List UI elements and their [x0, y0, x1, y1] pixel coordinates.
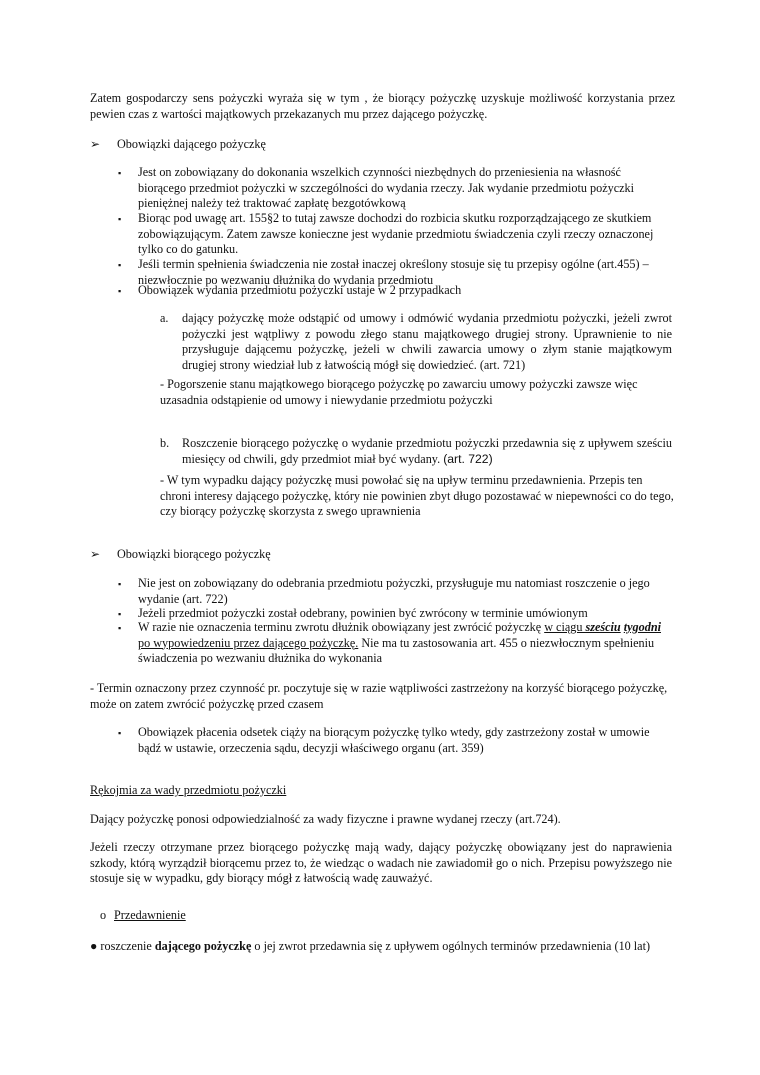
underlined-text: w ciągu [544, 620, 586, 634]
list-item-text: Obowiązek wydania przedmiotu pożyczki ustaje w 2 przypadkach [138, 283, 462, 297]
paragraph: Dający pożyczkę ponosi odpowiedzialność za wady fizyczne i prawne wydanej rzeczy (art.724). [90, 812, 561, 826]
square-bullet-icon: ▪ [118, 728, 122, 738]
square-bullet-icon: ▪ [118, 260, 122, 270]
note-paragraph: - W tym wypadku dający pożyczkę musi powołać się na upływ terminu przedawnienia. Przepis ten chroni interesy dającego pożyczkę, który nie powinien zbyt długo pozostawać w niepewności co do tego, czy biorący pożyczkę skorzysta z swego uprawnienia [160, 473, 674, 518]
article-reference: (art. 722) [443, 451, 493, 466]
square-bullet-icon: ▪ [118, 623, 122, 633]
paragraph-limitation [90, 939, 670, 955]
square-bullet-icon: ▪ [118, 579, 122, 589]
sub-item-marker: b. [160, 436, 170, 450]
list-item-text-part: W razie nie oznaczenia terminu zwrotu dłużnik obowiązany jest zwrócić pożyczkę [138, 620, 545, 634]
square-bullet-icon: ▪ [118, 168, 122, 178]
emphasized-text: tygodni [623, 620, 661, 634]
square-bullet-icon: ▪ [118, 286, 122, 296]
list-item-text: Biorąc pod uwagę art. 155§2 to tutaj zawsze dochodzi do rozbicia skutku rozporządzającego ze skutkiem zobowiązującym. Zatem zawsze konieczne jest wydanie przedmiotu świadczenia czyli rzeczy oznaczonej tylko co do gatunku. [138, 211, 654, 256]
section-heading-text: Obowiązki dającego pożyczkę [117, 137, 266, 151]
emphasized-text: sześciu [585, 620, 621, 634]
sub-item-b-text: Roszczenie biorącego pożyczkę o wydanie przedmiotu pożyczki przedawnia się z upływem sześciu miesięcy od chwili, gdy przedmiot miał być wydany. [182, 436, 672, 466]
section-title-warranty: Rękojmia za wady przedmiotu pożyczki [90, 783, 287, 797]
arrow-bullet-icon: ➢ [90, 547, 101, 561]
underlined-text: po wypowiedzeniu przez dającego pożyczkę. [138, 635, 359, 650]
paragraph-text-part: o jej zwrot przedawnia się z upływem ogólnych terminów przedawnienia (10 lat) [251, 939, 651, 953]
paragraph: Jeżeli rzeczy otrzymane przez biorącego pożyczkę mają wady, dający pożyczkę obowiązany jest do naprawienia szkody, którą wyrządził biorącemu przez to, że wiedząc o wadach nie zawiadomił go o nich. Przepisu powyższego nie stosuje się w wypadku, gdy biorący mógł z łatwością wadę zauważyć. [90, 840, 672, 885]
section-heading-text: Przedawnienie [114, 908, 186, 922]
list-item-text: Jest on zobowiązany do dokonania wszelkich czynności niezbędnych do przeniesienia na własność biorącego przedmiot pożyczki w szczególności do wydania rzeczy. Jak wydanie przedmiotu pożyczki pieniężnej należy też traktować zapłatę bezgotówkową [138, 165, 634, 210]
list-item-text: Nie jest on zobowiązany do odebrania przedmiotu pożyczki, przysługuje mu natomiast roszczenie o jego wydanie (art. 722) [138, 576, 650, 606]
section-heading-text: Obowiązki biorącego pożyczkę [117, 547, 271, 561]
list-item-text: Jeśli termin spełnienia świadczenia nie został inaczej określony stosuje się tu przepisy ogólne (art.455) – niezwłocznie po wezwaniu dłużnika do wydania przedmiotu [138, 257, 649, 287]
circle-bullet-icon: o [100, 908, 107, 922]
note-paragraph: - Termin oznaczony przez czynność pr. poczytuje się w razie wątpliwości zastrzeżony na korzyść biorącego pożyczkę, może on zatem zwrócić pożyczkę przed czasem [90, 681, 668, 711]
list-item-text-part: Nie ma tu zastosowania art. 455 o niezwłocznym spełnieniu świadczenia po wezwaniu dłużnika do wykonania [138, 635, 655, 665]
note-paragraph: - Pogorszenie stanu majątkowego biorącego pożyczkę po zawarciu umowy pożyczki zawsze więc uzasadnia odstąpienie od umowy i niewydanie przedmiotu pożyczki [160, 377, 638, 407]
intro-paragraph: Zatem gospodarczy sens pożyczki wyraża się w tym , że biorący pożyczkę uzyskuje możliwość korzystania przez pewien czas z wartości majątkowych przekazanych mu przez dającego pożyczkę. [90, 91, 675, 121]
bold-text: dającego pożyczkę [154, 939, 252, 953]
list-item-text: Obowiązek płacenia odsetek ciąży na biorącym pożyczkę tylko wtedy, gdy zastrzeżony został w umowie bądź w ustawie, orzeczenia sądu, decyzji właściwego organu (art. 359) [138, 725, 650, 755]
square-bullet-icon: ▪ [118, 214, 122, 224]
sub-item-text [182, 436, 672, 467]
dot-bullet-icon: ● [90, 939, 98, 953]
square-bullet-icon: ▪ [118, 609, 122, 619]
list-item-text: Jeżeli przedmiot pożyczki został odebrany, powinien być zwrócony w terminie umówionym [138, 606, 588, 620]
sub-item-text: dający pożyczkę może odstąpić od umowy i odmówić wydania przedmiotu pożyczki, jeżeli zwrot pożyczki jest wątpliwy z powodu złego stanu majątkowego drugiej strony. Uprawnienie to nie przysługuje dającemu pożyczkę, jeżeli w chwili zawarcia umowy o złym stanie majątkowym drugiej strony wiedział lub z łatwością mógł się dowiedzieć. (art. 721) [182, 311, 672, 372]
sub-item-marker: a. [160, 311, 169, 325]
paragraph-text-part: roszczenie [97, 939, 155, 953]
arrow-bullet-icon: ➢ [90, 137, 101, 151]
list-item-text [138, 620, 668, 667]
